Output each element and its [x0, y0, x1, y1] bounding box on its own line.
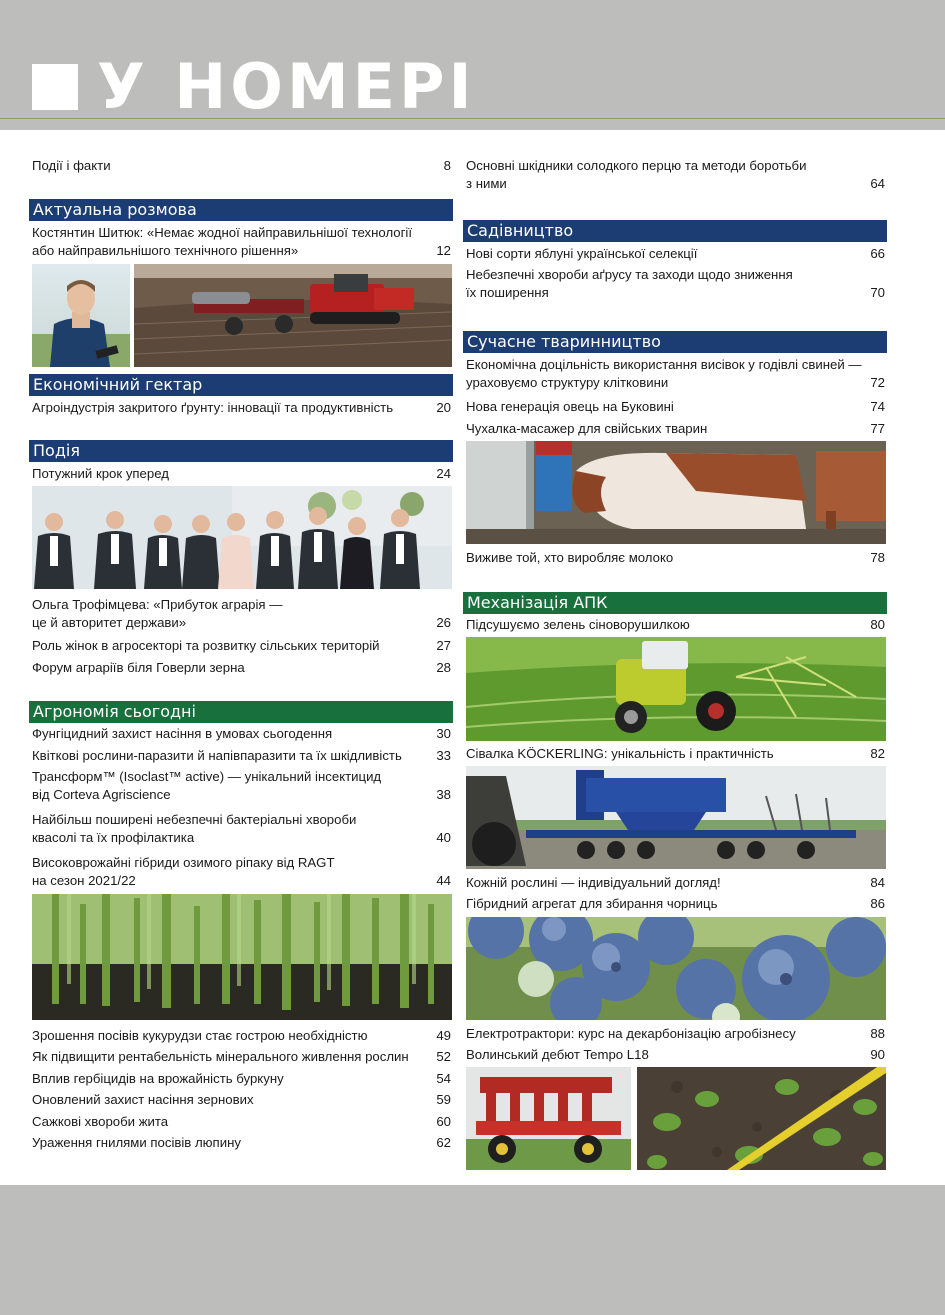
toc-entry-title-line2: від Corteva Agriscience: [32, 787, 171, 802]
toc-entry-title-line2: з ними: [466, 176, 507, 191]
toc-entry-title: Вплив гербіцидів на врожайність буркуну: [32, 1071, 284, 1086]
toc-entry-title: Нова генерація овець на Буковині: [466, 399, 674, 414]
toc-entry-title: Агроіндустрія закритого ґрунту: інновації та продуктивність: [32, 400, 394, 415]
toc-entry[interactable]: [466, 266, 885, 302]
toc-entry-page: 12: [436, 243, 451, 258]
toc-entry-page: 8: [443, 158, 451, 173]
toc-entry-title: Підсушуємо зелень сіноворушилкою: [466, 617, 690, 632]
toc-entry[interactable]: [32, 747, 451, 765]
toc-entry-title: Волинський дебют Tempo L18: [466, 1047, 649, 1062]
toc-entry-title: Форум аграріїв біля Говерли зерна: [32, 660, 245, 675]
toc-entry-title: Як підвищити рентабельність мінерального живлення рослин: [32, 1049, 409, 1064]
toc-entry[interactable]: [32, 1134, 451, 1152]
toc-entry-title: Квіткові рослини-паразити й напівпаразити та їх шкідливість: [32, 748, 402, 763]
toc-entry-title: Сажкові хвороби жита: [32, 1114, 169, 1129]
toc-entry[interactable]: [32, 399, 451, 417]
photo-blueberries: [466, 917, 886, 1020]
toc-entry[interactable]: [32, 854, 451, 890]
toc-entry[interactable]: [32, 725, 451, 743]
toc-entry-title: Зрошення посівів кукурудзи стає гострою необхідністю: [32, 1028, 368, 1043]
toc-entry-page: 20: [436, 400, 451, 415]
toc-entry-page: 24: [436, 466, 451, 481]
toc-entry-page: 86: [870, 896, 885, 911]
toc-entry-page: 60: [436, 1114, 451, 1129]
toc-entry[interactable]: [32, 659, 451, 677]
toc-entry-page: 70: [870, 285, 885, 300]
toc-entry-page: 30: [436, 726, 451, 741]
toc-entry[interactable]: [466, 874, 885, 892]
toc-entry-page: 82: [870, 746, 885, 761]
toc-entry-page: 40: [436, 830, 451, 845]
photo-tractor-tedder: [466, 637, 886, 741]
section-header-podiia: Подія: [29, 440, 453, 462]
contents-panel: [0, 130, 945, 1185]
section-header-mekhanizatsiia-apk: Механізація АПК: [463, 592, 887, 614]
photo-seedlings: [32, 894, 452, 1020]
photo-man-portrait: [32, 264, 130, 367]
toc-entry-title: Оновлений захист насіння зернових: [32, 1092, 254, 1107]
toc-entry[interactable]: [466, 895, 885, 913]
toc-entry-title: Сівалка KÖCKERLING: унікальність і практичність: [466, 746, 774, 761]
toc-entry-title: Потужний крок уперед: [32, 466, 169, 481]
page-title: У НОМЕРІ: [97, 50, 476, 123]
toc-entry-page: 27: [436, 638, 451, 653]
photo-tractor-seeder: [134, 264, 452, 367]
toc-entry-title-line2: на сезон 2021/22: [32, 873, 136, 888]
toc-entry-page: 64: [870, 176, 885, 191]
section-header-suchasne-tvarynnytstvo: Сучасне тваринництво: [463, 331, 887, 353]
toc-entry[interactable]: [32, 1027, 451, 1045]
toc-entry[interactable]: [32, 1048, 451, 1066]
toc-entry-title-line1: Ольга Трофімцева: «Прибуток аграрія —: [32, 597, 283, 612]
toc-entry-page: 66: [870, 246, 885, 261]
toc-entry-title: Фунгіцидний захист насіння в умовах сьогодення: [32, 726, 333, 741]
toc-entry-page: 38: [436, 787, 451, 802]
photo-koeckerling-seeder: [466, 766, 886, 869]
section-header-ahronomiia-sohodni: Агрономія сьогодні: [29, 701, 453, 723]
toc-entry[interactable]: [32, 1070, 451, 1088]
toc-entry[interactable]: [32, 596, 451, 632]
toc-entry[interactable]: [32, 465, 451, 483]
toc-entry-title-line2: це й авторитет держави»: [32, 615, 187, 630]
toc-entry-title: Кожній рослині — індивідуальний догляд!: [466, 875, 721, 890]
toc-entry[interactable]: [32, 811, 451, 847]
toc-entry-page: 84: [870, 875, 885, 890]
toc-entry-title-line2: квасолі та їх профілактика: [32, 830, 195, 845]
toc-entry-page: 49: [436, 1028, 451, 1043]
toc-entry-title: Електротрактори: курс на декарбонізацію агробізнесу: [466, 1026, 796, 1041]
toc-entry-title: Ураження гнилями посівів люпину: [32, 1135, 241, 1150]
section-header-sadivnytstvo: Садівництво: [463, 220, 887, 242]
toc-entry-title-line2: або найправильнішого технічного рішення»: [32, 243, 299, 258]
toc-entry[interactable]: [32, 157, 451, 175]
toc-entry-title: Гібридний агрегат для збирання чорниць: [466, 896, 718, 911]
photo-group-event: [32, 486, 452, 589]
toc-entry[interactable]: [466, 745, 885, 763]
toc-entry-page: 33: [436, 748, 451, 763]
toc-entry[interactable]: [32, 224, 451, 260]
toc-entry-title: Нові сорти яблуні української селекції: [466, 246, 698, 261]
toc-entry-title: Події і факти: [32, 158, 111, 173]
toc-entry[interactable]: [32, 1113, 451, 1131]
page-header: [0, 0, 945, 123]
toc-entry-title-line1: Високоврожайні гібриди озимого ріпаку від RAGT: [32, 855, 335, 870]
toc-entry-title: Виживе той, хто виробляє молоко: [466, 550, 674, 565]
toc-entry-title-line2: їх поширення: [466, 285, 549, 300]
toc-entry-title: Чухалка-масажер для свійських тварин: [466, 421, 708, 436]
toc-entry-page: 72: [870, 375, 885, 390]
toc-entry[interactable]: [466, 245, 885, 263]
toc-entry-title-line1: Основні шкідники солодкого перцю та методи боротьби: [466, 158, 807, 173]
toc-entry-page: 28: [436, 660, 451, 675]
toc-entry[interactable]: [466, 356, 885, 392]
toc-entry-title-line1: Костянтин Шитюк: «Немає жодної найправильнішої технології: [32, 225, 413, 240]
toc-entry-page: 54: [436, 1071, 451, 1086]
toc-entry-page: 90: [870, 1047, 885, 1062]
toc-entry[interactable]: [466, 398, 885, 416]
toc-entry-page: 78: [870, 550, 885, 565]
toc-entry-title-line1: Найбільш поширені небезпечні бактеріальні хвороби: [32, 812, 357, 827]
toc-entry-page: 88: [870, 1026, 885, 1041]
toc-entry-page: 77: [870, 421, 885, 436]
toc-entry-page: 59: [436, 1092, 451, 1107]
toc-entry-title-line1: Небезпечні хвороби аґрусу та заходи щодо зниження: [466, 267, 793, 282]
toc-entry-title-line1: Економічна доцільність використання висівок у годівлі свиней —: [466, 357, 862, 372]
toc-entry[interactable]: [466, 1025, 885, 1043]
toc-entry-title-line1: Трансформ™ (Isoclast™ active) — унікальний інсектицид: [32, 769, 382, 784]
toc-entry[interactable]: [32, 1091, 451, 1109]
section-header-ekonomichnyi-hektar: Економічний гектар: [29, 374, 453, 396]
toc-entry[interactable]: [466, 1046, 885, 1064]
toc-entry[interactable]: [466, 616, 885, 634]
toc-entry[interactable]: [466, 549, 885, 567]
section-header-aktualna-rozmova: Актуальна розмова: [29, 199, 453, 221]
toc-entry[interactable]: [466, 157, 885, 193]
toc-entry[interactable]: [32, 637, 451, 655]
toc-entry-page: 52: [436, 1049, 451, 1064]
toc-entry-page: 26: [436, 615, 451, 630]
toc-entry[interactable]: [32, 768, 451, 804]
photo-beet-seedlings: [637, 1067, 886, 1170]
toc-entry-title-line2: ураховуємо структуру клітковини: [466, 375, 669, 390]
toc-entry-title: Роль жінок в агросекторі та розвитку сільських територій: [32, 638, 380, 653]
header-square-icon: [32, 64, 78, 110]
toc-entry-page: 44: [436, 873, 451, 888]
toc-entry-page: 74: [870, 399, 885, 414]
photo-cow-brush: [466, 441, 886, 544]
toc-entry[interactable]: [466, 420, 885, 438]
photo-tempo-planter: [466, 1067, 631, 1170]
toc-entry-page: 62: [436, 1135, 451, 1150]
toc-entry-page: 80: [870, 617, 885, 632]
